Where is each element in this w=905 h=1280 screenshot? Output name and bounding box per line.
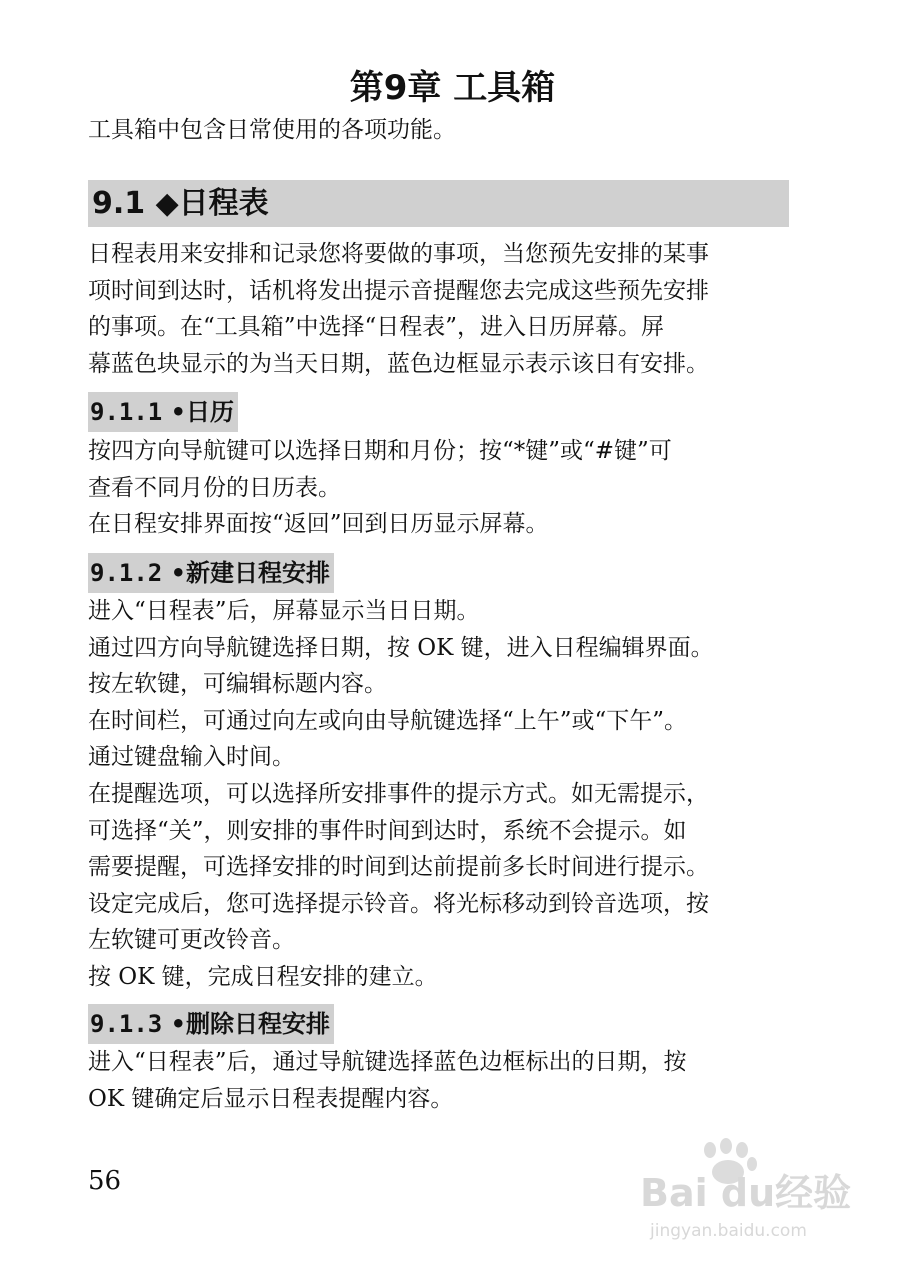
text-line: 按左软键，可编辑标题内容。 [88, 671, 387, 698]
subsection-heading-new-schedule [88, 553, 334, 593]
text-line: 按 OK 键，完成日程安排的建立。 [88, 963, 438, 990]
subsection-body-new-schedule [88, 593, 800, 996]
text-line: 在提醒选项，可以选择所安排事件的提示方式。如无需提示， [88, 780, 709, 807]
section-body [88, 236, 800, 382]
subsection-number: 9.1.2 [90, 559, 163, 587]
watermark-brand: Bai du经验 [640, 1171, 852, 1215]
text-line: 日程表用来安排和记录您将要做的事项，当您预先安排的某事 [88, 241, 709, 267]
text-line: 按四方向导航键可以选择日期和月份；按“*键”或“#键”可 [88, 438, 672, 464]
subsection-heading-delete-schedule [88, 1004, 334, 1044]
section-heading: 9.1 ◆日程表 [88, 180, 789, 227]
subsection-number: 9.1.3 [90, 1010, 163, 1038]
watermark-url: jingyan.baidu.com [650, 1221, 807, 1241]
text-line: 通过四方向导航键选择日期，按 OK 键，进入日程编辑界面。 [88, 634, 714, 661]
text-line: 在日程安排界面按“返回”回到日历显示屏幕。 [88, 511, 549, 538]
text-line: 进入“日程表”后，通过导航键选择蓝色边框标出的日期，按 [88, 1049, 687, 1075]
text-line: 进入“日程表”后，屏幕显示当日日期。 [88, 598, 480, 624]
subsection-name: •删除日程安排 [170, 1010, 330, 1038]
text-line: 设定完成后，您可选择提示铃音。将光标移动到铃音选项，按 [88, 890, 709, 917]
text-line: 可选择“关”，则安排的事件时间到达时，系统不会提示。如 [88, 817, 687, 844]
text-line: 查看不同月份的日历表。 [88, 474, 341, 501]
text-line: 需要提醒，可选择安排的时间到达前提前多长时间进行提示。 [88, 854, 709, 881]
text-line: 的事项。在“工具箱”中选择“日程表”，进入日历屏幕。屏 [88, 314, 665, 341]
subsection-name: •新建日程安排 [170, 559, 330, 587]
text-line: OK 键确定后显示日程表提醒内容。 [88, 1085, 454, 1112]
subsection-body-calendar [88, 433, 800, 543]
text-line: 幕蓝色块显示的为当天日期，蓝色边框显示表示该日有安排。 [88, 350, 709, 377]
page-number: 56 [88, 1166, 122, 1196]
text-line: 通过键盘输入时间。 [88, 744, 295, 771]
chapter-title: 第9章 工具箱 [349, 68, 556, 108]
subsection-heading-calendar [88, 392, 238, 432]
chapter-intro: 工具箱中包含日常使用的各项功能。 [88, 117, 456, 143]
text-line: 左软键可更改铃音。 [88, 927, 295, 954]
baidu-watermark [640, 1138, 860, 1248]
subsection-body-delete-schedule [88, 1044, 800, 1117]
text-line: 项时间到达时，话机将发出提示音提醒您去完成这些预先安排 [88, 277, 709, 304]
text-line: 在时间栏，可通过向左或向由导航键选择“上午”或“下午”。 [88, 707, 688, 734]
subsection-number: 9.1.1 [90, 398, 163, 426]
subsection-name: •日历 [170, 398, 234, 426]
